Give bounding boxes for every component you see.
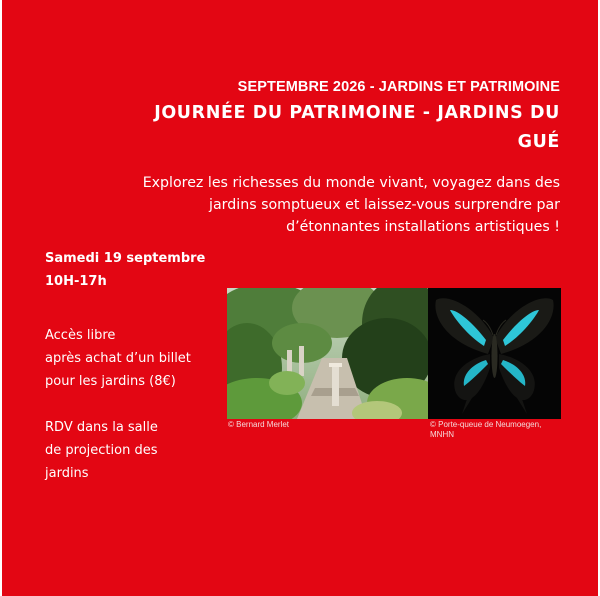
meeting-line: RDV dans la salle bbox=[45, 420, 158, 435]
poster-header bbox=[80, 77, 560, 157]
meeting-point bbox=[45, 416, 235, 485]
access-line: après achat d’un billet bbox=[45, 351, 191, 366]
description-line: d’étonnantes installations artistiques ! bbox=[286, 219, 560, 235]
event-poster bbox=[2, 0, 598, 596]
description-line: jardins somptueux et laissez-vous surprendre par bbox=[209, 197, 560, 213]
garden-photo-credit: © Bernard Merlet bbox=[228, 420, 290, 429]
meeting-line: de projection des bbox=[45, 443, 158, 458]
access-line: pour les jardins (8€) bbox=[45, 374, 176, 389]
access-line: Accès libre bbox=[45, 328, 116, 343]
event-description bbox=[90, 172, 560, 238]
event-kicker: SEPTEMBRE 2026 - JARDINS ET PATRIMOINE bbox=[237, 79, 560, 95]
credit-line: MNHN bbox=[430, 430, 454, 439]
meeting-line: jardins bbox=[45, 466, 89, 481]
butterfly-photo-credit bbox=[430, 420, 570, 440]
event-title: JOURNÉE DU PATRIMOINE - JARDINS DU GUÉ bbox=[154, 103, 560, 152]
description-line: Explorez les richesses du monde vivant, voyagez dans des bbox=[142, 175, 560, 191]
butterfly-photo bbox=[428, 288, 561, 419]
garden-photo bbox=[227, 288, 428, 419]
event-date: Samedi 19 septembre bbox=[45, 251, 206, 266]
access-info bbox=[45, 324, 235, 393]
event-details bbox=[45, 247, 235, 485]
credit-line: © Porte-queue de Neumoegen, bbox=[430, 420, 542, 429]
event-hours: 10H-17h bbox=[45, 274, 107, 289]
